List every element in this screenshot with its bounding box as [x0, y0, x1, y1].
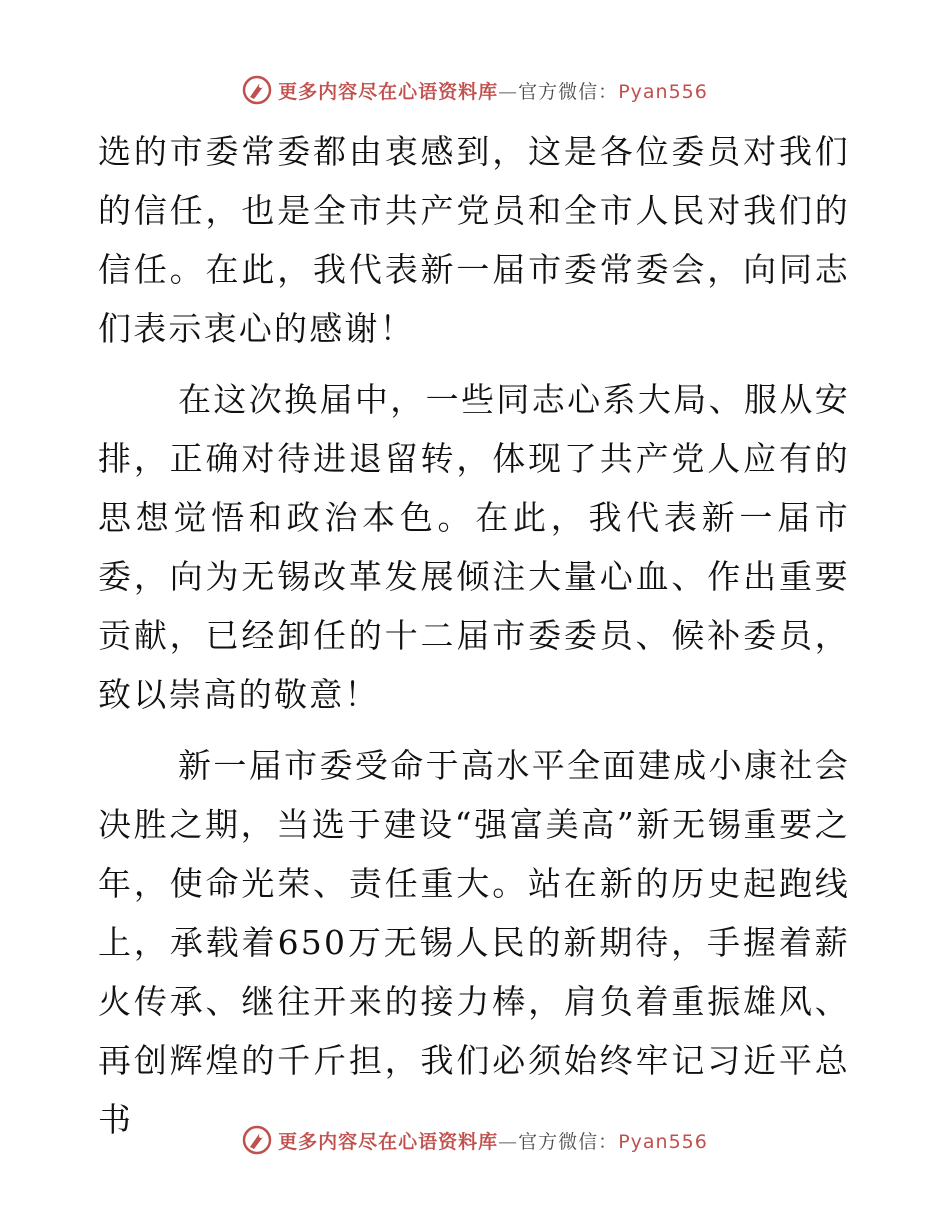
paragraph-2: 在这次换届中，一些同志心系大局、服从安排，正确对待进退留转，体现了共产党人应有的思想觉悟和政治本色。在此，我代表新一届市委，向为无锡改革发展倾注大量心血、作出重要贡献，已经卸任的十二届市委委员、候补委员，致以崇高的敬意！ — [98, 380, 850, 714]
watermark-wechat-label: 官方微信： — [518, 1130, 619, 1153]
footer-watermark — [0, 1120, 950, 1160]
pen-nib-circle-icon — [242, 1125, 272, 1155]
watermark-wechat-label: 官方微信： — [518, 80, 619, 103]
header-watermark — [0, 70, 950, 110]
paragraph-1: 选的市委常委都由衷感到，这是各位委员对我们的信任，也是全市共产党员和全市人民对我们的信任。在此，我代表新一届市委常委会，向同志们表示衷心的感谢！ — [98, 132, 850, 348]
watermark-wechat-id: Pyan556 — [618, 80, 708, 103]
watermark-brand: 更多内容尽在心语资料库 — [278, 1130, 499, 1153]
watermark-brand: 更多内容尽在心语资料库 — [278, 80, 499, 103]
watermark-dash: — — [498, 1130, 519, 1153]
watermark-wechat-id: Pyan556 — [618, 1130, 708, 1153]
watermark-text — [278, 77, 708, 104]
pen-nib-circle-icon — [242, 75, 272, 105]
watermark-text — [278, 1127, 708, 1154]
watermark-dash: — — [498, 80, 519, 103]
document-body — [98, 122, 850, 1149]
paragraph-3: 新一届市委受命于高水平全面建成小康社会决胜之期，当选于建设“强富美高”新无锡重要之年，使命光荣、责任重大。站在新的历史起跑线上，承载着650万无锡人民的新期待，手握着薪火传承、继往开来的接力棒，肩负着重振雄风、再创辉煌的千斤担，我们必须始终牢记习近平总书 — [98, 746, 850, 1139]
